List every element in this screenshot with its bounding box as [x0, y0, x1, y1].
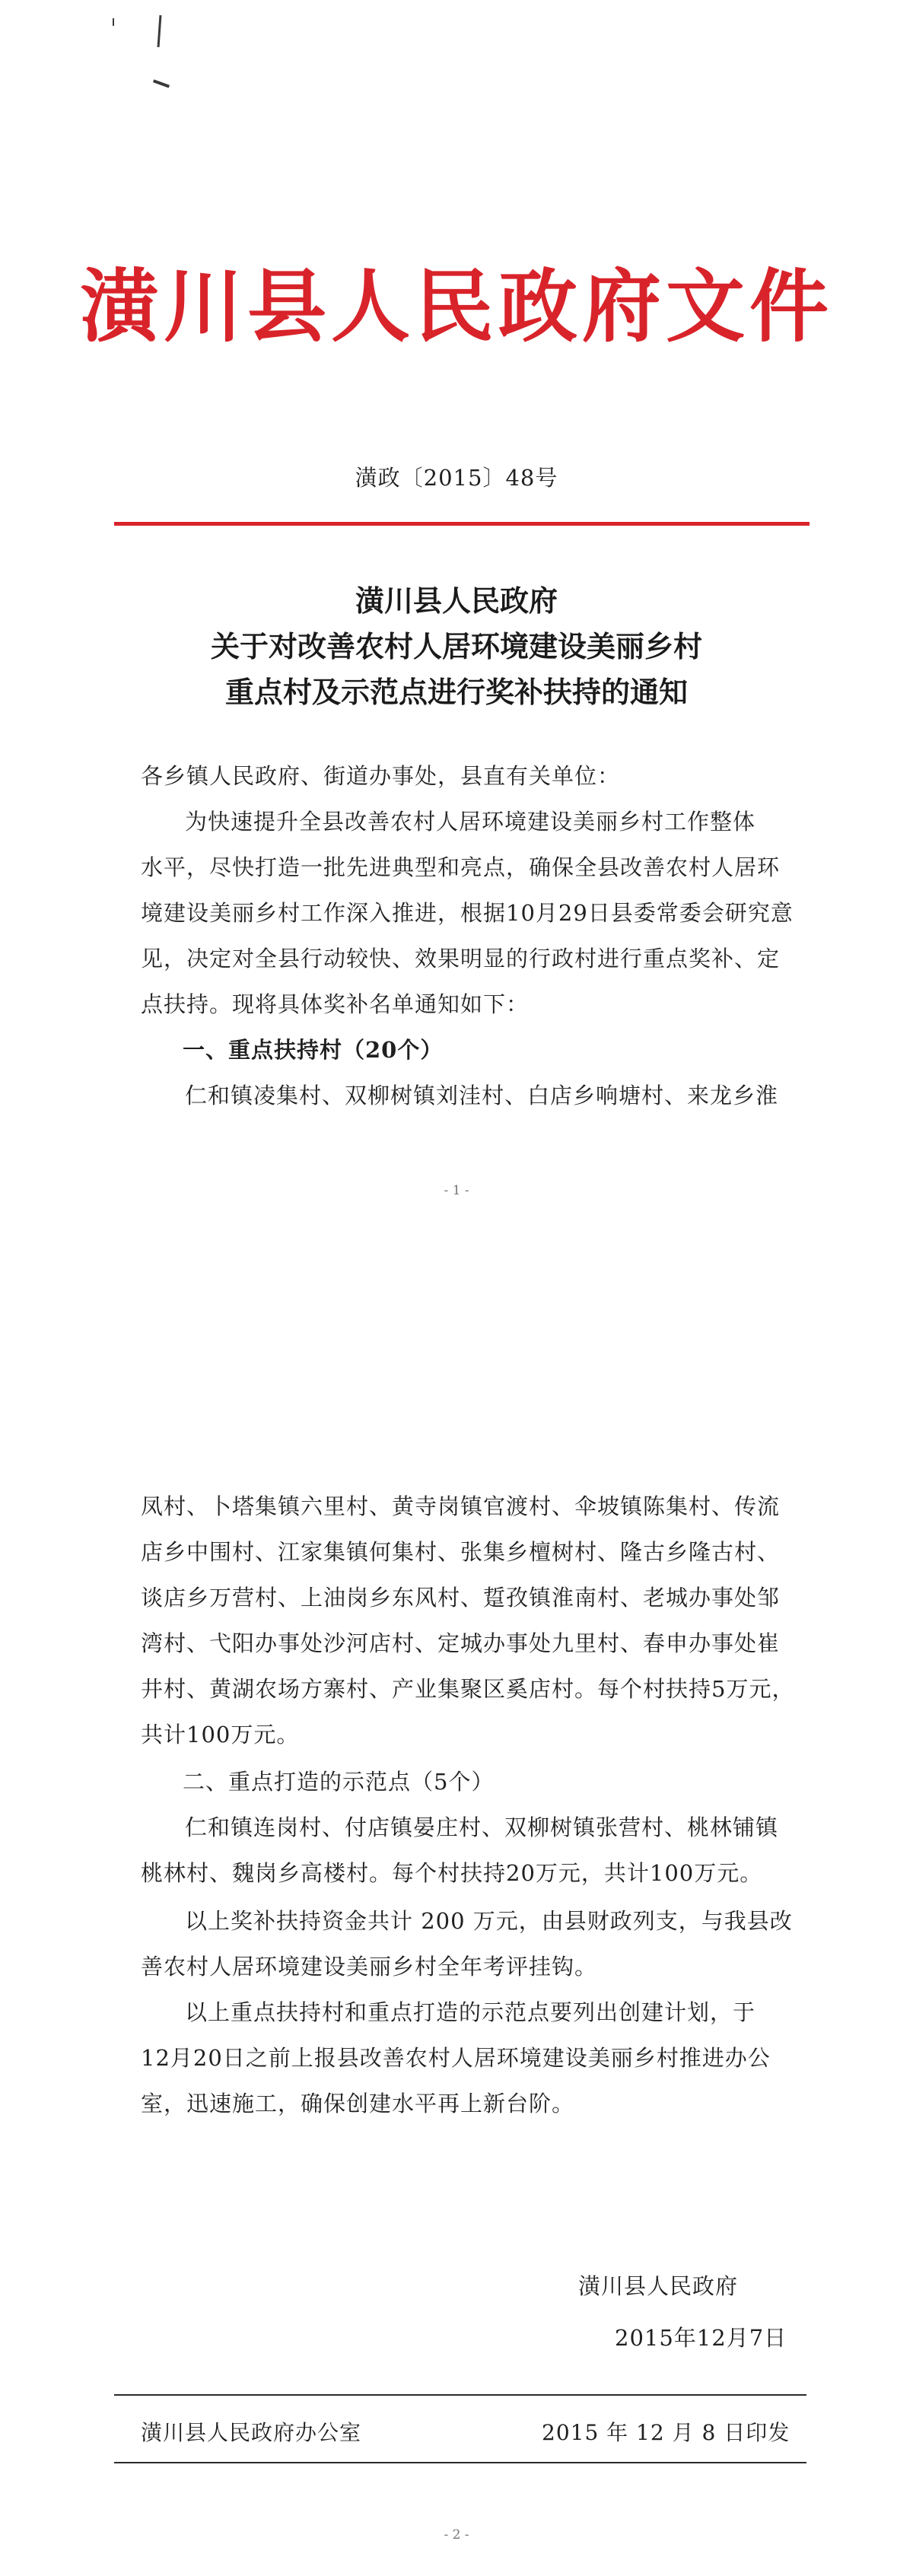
intro-paragraph — [141, 799, 795, 1027]
intro-line: 点扶持。现将具体奖补名单通知如下： — [141, 991, 530, 1017]
notice-title-line-1: 潢川县人民政府 — [355, 584, 558, 618]
section-2-line: 仁和镇连岗村、付店镇晏庄村、双柳树镇张营村、桃林铺镇 — [185, 1814, 779, 1840]
village-list-line: 店乡中围村、江家集镇何集村、张集乡檀树村、隆古乡隆古村、 — [141, 1539, 781, 1565]
section-1-continuation — [141, 1484, 795, 1757]
funding-paragraph — [141, 1898, 795, 1989]
village-list-line: 井村、黄湖农场方寨村、产业集聚区奚店村。每个村扶持5万元， — [141, 1676, 795, 1702]
footer-office: 潢川县人民政府办公室 — [141, 2420, 362, 2445]
header-red-rule — [114, 522, 810, 526]
intro-line: 为快速提升全县改善农村人居环境建设美丽乡村工作整体 — [185, 809, 756, 835]
notice-title-line-2: 关于对改善农村人居环境建设美丽乡村 — [210, 629, 702, 663]
section-2-heading: 二、重点打造的示范点（5个） — [183, 1769, 495, 1795]
footer-bottom-rule — [114, 2462, 806, 2463]
closing-line: 12月20日之前上报县改善农村人居环境建设美丽乡村推进办公 — [141, 2045, 771, 2071]
section-2-line: 桃林村、魏岗乡高楼村。每个村扶持20万元，共计100万元。 — [141, 1860, 763, 1886]
funding-line: 善农村人居环境建设美丽乡村全年考评挂钩。 — [141, 1954, 598, 1980]
village-list-line: 湾村、弋阳办事处沙河店村、定城办事处九里村、春申办事处崔 — [141, 1630, 781, 1656]
footer-top-rule — [114, 2394, 806, 2396]
village-list-line: 共计100万元。 — [141, 1722, 300, 1748]
scan-mark-3 — [113, 18, 114, 26]
page-1-number: - 1 - — [444, 1183, 469, 1198]
footer-print-date: 2015 年 12 月 8 日印发 — [542, 2420, 791, 2445]
intro-line: 见，决定对全县行动较快、效果明显的行政村进行重点奖补、定 — [141, 946, 781, 972]
funding-line: 以上奖补扶持资金共计 200 万元，由县财政列支，与我县改 — [185, 1908, 793, 1934]
closing-line: 室，迅速施工，确保创建水平再上新台阶。 — [141, 2091, 575, 2116]
intro-line: 水平，尽快打造一批先进典型和亮点，确保全县改善农村人居环 — [141, 854, 781, 880]
scan-mark-1 — [157, 15, 162, 47]
page-2-number: - 2 - — [444, 2527, 469, 2543]
closing-paragraph — [141, 1989, 795, 2126]
issue-date: 2015年12月7日 — [615, 2325, 787, 2351]
section-1-line: 仁和镇凌集村、双柳树镇刘洼村、白店乡响塘村、来龙乡淮 — [185, 1083, 779, 1108]
issuer-signature: 潢川县人民政府 — [578, 2273, 739, 2299]
scan-mark-2 — [153, 79, 170, 87]
section-2-paragraph — [141, 1805, 795, 1896]
document-header-title: 潢川县人民政府文件 — [79, 259, 833, 353]
intro-line: 境建设美丽乡村工作深入推进，根据10月29日县委常委会研究意 — [141, 900, 794, 926]
village-list-line: 凤村、卜塔集镇六里村、黄寺岗镇官渡村、伞坡镇陈集村、传流 — [141, 1493, 781, 1519]
document-number: 潢政〔2015〕48号 — [355, 465, 558, 491]
village-list-line: 谈店乡万营村、上油岗乡东风村、踅孜镇淮南村、老城办事处邹 — [141, 1585, 781, 1611]
closing-line: 以上重点扶持村和重点打造的示范点要列出创建计划，于 — [185, 1999, 756, 2025]
salutation: 各乡镇人民政府、街道办事处，县直有关单位： — [141, 763, 621, 789]
section-1-heading: 一、重点扶持村（20个） — [183, 1037, 444, 1063]
notice-title-line-3: 重点村及示范点进行奖补扶持的通知 — [224, 675, 688, 709]
